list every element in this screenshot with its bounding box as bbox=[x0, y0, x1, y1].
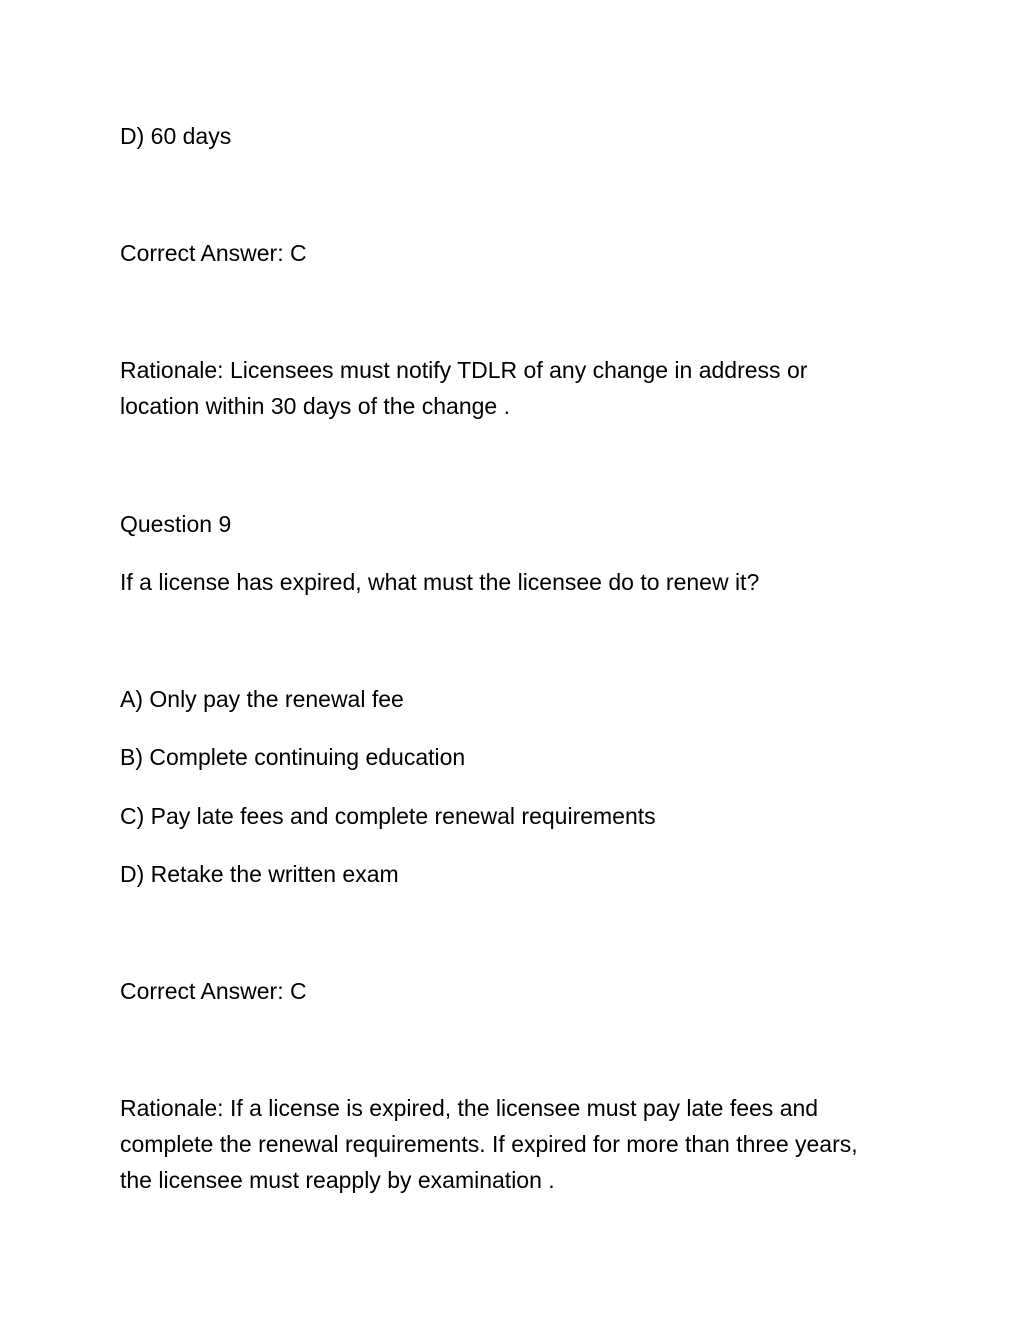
option-d: D) Retake the written exam bbox=[120, 861, 399, 887]
prev-option-d: D) 60 days bbox=[120, 123, 232, 149]
question-prompt: If a license has expired, what must the licensee do to renew it? bbox=[120, 569, 760, 595]
prev-rationale: Rationale: Licensees must notify TDLR of any change in address or location within 30 days of the change . bbox=[120, 357, 808, 419]
option-c: C) Pay late fees and complete renewal requirements bbox=[120, 803, 656, 829]
question-heading: Question 9 bbox=[120, 511, 232, 537]
option-a: A) Only pay the renewal fee bbox=[120, 686, 404, 712]
correct-answer: Correct Answer: C bbox=[120, 978, 307, 1004]
rationale: Rationale: If a license is expired, the licensee must pay late fees and complete the renewal requirements. If expired for more than three years, the licensee must reapply by examination . bbox=[120, 1095, 858, 1193]
prev-correct-answer: Correct Answer: C bbox=[120, 240, 307, 266]
option-b: B) Complete continuing education bbox=[120, 744, 466, 770]
